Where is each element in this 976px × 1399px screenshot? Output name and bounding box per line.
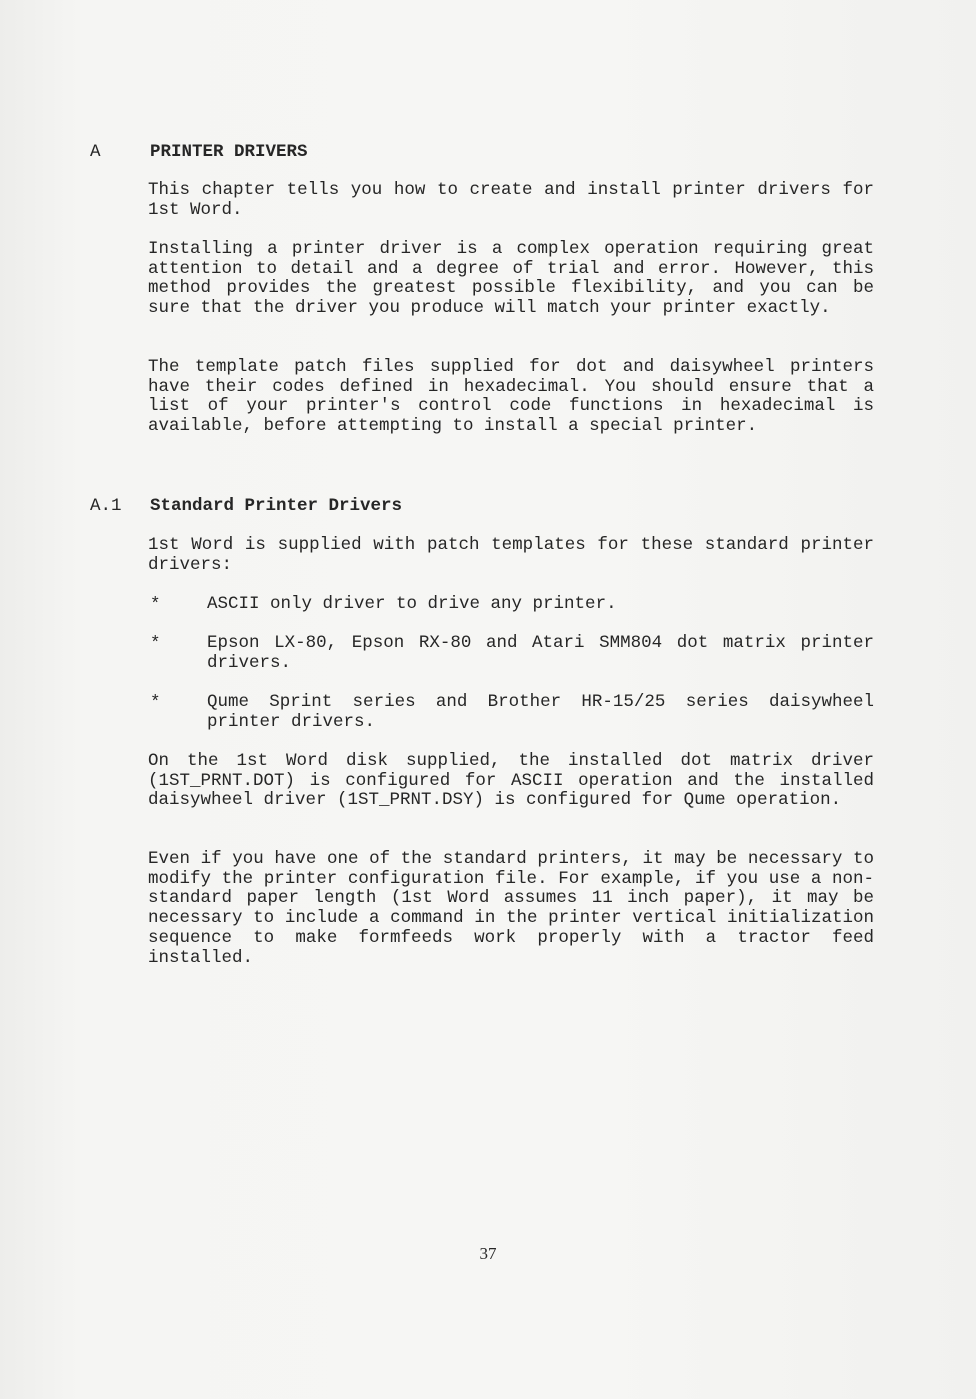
paragraph-supplied: 1st Word is supplied with patch templates for these standard printer drivers:: [148, 535, 874, 575]
page-number: 37: [479, 1244, 497, 1263]
bullet-item-ascii: ASCII only driver to drive any printer.: [207, 594, 617, 614]
bullet-marker: *: [150, 595, 161, 615]
paragraph-even-if: Even if you have one of the standard printers, it may be necessary to modify the printer configuration file. For example, if you use a non-standard paper length (1st Word assumes 11 inch paper), it may be necessary to include a command in the printer vertical initialization sequence to make formfeeds work properly with a tractor feed installed.: [148, 849, 874, 968]
paragraph-disk-supplied: On the 1st Word disk supplied, the installed dot matrix driver (1ST_PRNT.DOT) is configured for ASCII operation and the installed daisywheel driver (1ST_PRNT.DSY) is configured for Qume operation.: [148, 751, 874, 811]
paragraph-installing: Installing a printer driver is a complex operation requiring great attention to detail and a degree of trial and error. However, this method provides the greatest possible flexibility, and you can be sure that the driver you produce will match your printer exactly.: [148, 239, 874, 319]
bullet-marker: *: [150, 693, 161, 713]
paragraph-intro: This chapter tells you how to create and install printer drivers for 1st Word.: [148, 180, 874, 220]
subsection-title: Standard Printer Drivers: [150, 496, 403, 516]
bullet-marker: *: [150, 634, 161, 654]
section-title: PRINTER DRIVERS: [150, 142, 308, 162]
bullet-item-epson: Epson LX-80, Epson RX-80 and Atari SMM804 dot matrix printer drivers.: [207, 633, 874, 673]
subsection-number: A.1: [90, 496, 122, 516]
paragraph-template: The template patch files supplied for dot and daisywheel printers have their codes defined in hexadecimal. You should ensure that a list of your printer's control code functions in hexadecimal is available, before attempting to install a special printer.: [148, 357, 874, 437]
section-letter: A: [90, 142, 101, 162]
bullet-item-qume: Qume Sprint series and Brother HR-15/25 series daisywheel printer drivers.: [207, 692, 874, 732]
